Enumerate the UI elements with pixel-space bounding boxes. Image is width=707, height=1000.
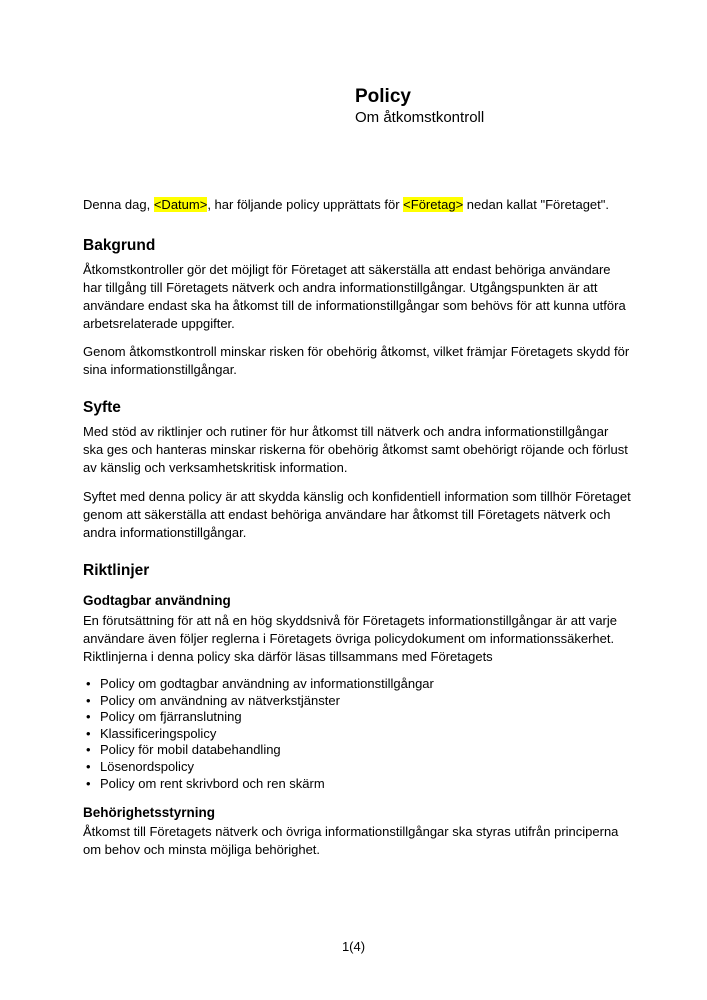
syfte-paragraph-1: Med stöd av riktlinjer och rutiner för hur åtkomst till nätverk och andra informationstillgångar ska ges och hanteras minskar riskerna för obehörig åtkomst samt obehörigt röjande och förlust av känslig och verksamhetskritisk information.: [83, 424, 628, 475]
page-number: 1(4): [341, 939, 366, 954]
policy-list-item: • Policy för mobil databehandling: [83, 742, 632, 759]
policy-list-item: • Policy om godtagbar användning av informationstillgångar: [83, 676, 632, 693]
policy-list-item: • Lösenordspolicy: [83, 759, 632, 776]
subsection-heading-behorighetsstyrning: Behörighetsstyrning: [83, 805, 216, 820]
intro-text-1: Denna dag,: [83, 197, 154, 212]
subsection-heading-godtagbar-anvandning: Godtagbar användning: [83, 593, 231, 608]
policy-bullet-list: [83, 676, 632, 792]
document-subtitle: Om åtkomstkontroll: [355, 109, 485, 126]
syfte-paragraph-2: Syftet med denna policy är att skydda känslig och konfidentiell information som tillhör Företaget genom att säkerställa att endast behöriga användare har åtkomst till Företagets nätverk och andra informationstillgångar.: [83, 489, 631, 540]
section-heading-riktlinjer: Riktlinjer: [83, 562, 150, 579]
page-footer: [0, 939, 707, 954]
document-title-block: [355, 86, 484, 127]
policy-list-item: • Policy om användning av nätverkstjänster: [83, 693, 632, 710]
policy-list-item: • Policy om rent skrivbord och ren skärm: [83, 776, 632, 793]
foretag-placeholder: <Företag>: [403, 197, 464, 212]
behorighetsstyrning-paragraph: Åtkomst till Företagets nätverk och övriga informationstillgångar ska styras utifrån principerna om behov och minsta möjliga behörighet.: [83, 824, 619, 857]
bakgrund-paragraph-2: Genom åtkomstkontroll minskar risken för obehörig åtkomst, vilket främjar Företagets skydd för sina informationstillgångar.: [83, 344, 630, 377]
bakgrund-paragraph-1: Åtkomstkontroller gör det möjligt för Företaget att säkerställa att endast behöriga användare har tillgång till Företagets nätverk och andra informationstillgångar. Utgångspunkten är att användare endast ska ha åtkomst till de informationstillgångar som behövs för att kunna utföra arbetsrelaterade uppgifter.: [83, 262, 626, 331]
policy-list-item: • Policy om fjärranslutning: [83, 709, 632, 726]
section-heading-syfte: Syfte: [83, 399, 121, 416]
intro-paragraph: [83, 196, 632, 214]
intro-text-3: nedan kallat "Företaget".: [463, 197, 609, 212]
godtagbar-anvandning-paragraph: En förutsättning för att nå en hög skyddsnivå för Företagets informationstillgångar är att varje användare även följer reglerna i Företagets övriga policydokument om informationssäkerhet. Riktlinjerna i denna policy ska därför läsas tillsammans med Företagets: [83, 613, 618, 664]
section-heading-bakgrund: Bakgrund: [83, 237, 156, 254]
policy-list-item: • Klassificeringspolicy: [83, 726, 632, 743]
document-title: Policy: [355, 86, 411, 107]
datum-placeholder: <Datum>: [153, 197, 208, 212]
intro-text-2: , har följande policy upprättats för: [207, 197, 404, 212]
